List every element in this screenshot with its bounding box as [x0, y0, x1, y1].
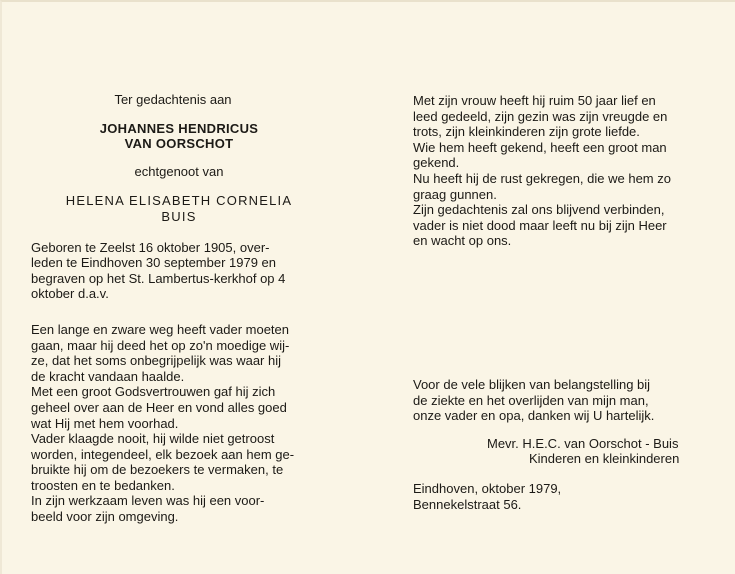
- text-line: In zijn werkzaam leven was hij een voor-: [31, 493, 265, 509]
- bio-line: oktober d.a.v.: [31, 286, 109, 302]
- right-column: [413, 93, 705, 512]
- text-line: troosten en te bedanken.: [31, 477, 175, 493]
- address: Bennekelstraat 56.: [413, 496, 522, 512]
- thanks-block: [413, 377, 705, 424]
- verse-line: Met zijn vrouw heeft hij ruim 50 jaar lief en: [413, 93, 656, 108]
- place-date-block: [413, 481, 705, 512]
- text-line: de kracht vandaan haalde.: [31, 368, 185, 384]
- bio-line: begraven op het St. Lambertus-kerkhof op 4: [31, 270, 286, 286]
- verse-line: gekend.: [413, 155, 460, 171]
- verse-line: Zijn gedachtenis zal ons blijvend verbinden,: [413, 202, 665, 218]
- deceased-name-line2: VAN OORSCHOT: [124, 136, 234, 152]
- place-date: Eindhoven, oktober 1979,: [413, 480, 562, 496]
- text-line: bruikte hij om de bezoekers te vermaken, te: [31, 462, 284, 478]
- thanks-line: de ziekte en het overlijden van mijn man,: [413, 392, 649, 408]
- text-line: worden, integendeel, elk bezoek aan hem ge-: [31, 446, 295, 462]
- verse-line: Nu heeft hij de rust gekregen, die we hem zo: [413, 170, 671, 186]
- deceased-name-line1: JOHANNES HENDRICUS: [99, 120, 259, 136]
- paragraph-example: [31, 493, 327, 524]
- paragraph-journey: [31, 322, 327, 384]
- bio-line: Geboren te Zeelst 16 oktober 1905, over-: [31, 239, 270, 255]
- signature-block: [413, 436, 705, 467]
- text-line: Met een groot Godsvertrouwen gaf hij zich: [31, 384, 276, 400]
- text-line: Vader klaagde nooit, hij wilde niet getroost: [31, 431, 275, 447]
- verse-block: [413, 93, 705, 249]
- verse-line: leed gedeeld, zijn gezin was zijn vreugde en: [413, 108, 668, 124]
- left-column: [31, 92, 327, 525]
- verse-line: Wie hem heeft gekend, heeft een groot man: [413, 139, 667, 155]
- bio-line: leden te Eindhoven 30 september 1979 en: [31, 255, 277, 271]
- text-line: geheel over aan de Heer en vond alles goed: [31, 399, 287, 415]
- spouse-name-line1: HELENA ELISABETH CORNELIA: [65, 193, 293, 209]
- thanks-line: Voor de vele blijken van belangstelling bij: [413, 376, 651, 392]
- verse-line: en wacht op ons.: [413, 233, 512, 249]
- paragraph-faith: [31, 384, 327, 431]
- verse-line: trots, zijn kleinkinderen zijn grote liefde.: [413, 124, 640, 140]
- text-line: ze, dat het soms onbegrijpelijk was waar hij: [31, 353, 282, 369]
- signature-family: Kinderen en kleinkinderen: [529, 451, 680, 467]
- spouse-intro: echtgenoot van: [134, 163, 224, 179]
- text-line: gaan, maar hij deed het op zo'n moedige wij-: [31, 337, 290, 353]
- text-line: beeld voor zijn omgeving.: [31, 509, 179, 525]
- signature-widow: Mevr. H.E.C. van Oorschot - Buis: [487, 435, 679, 451]
- verse-line: vader is niet dood maar leeft nu bij zijn Heer: [413, 217, 667, 233]
- text-line: Een lange en zware weg heeft vader moeten: [31, 321, 290, 337]
- thanks-line: onze vader en opa, danken wij U hartelijk.: [413, 408, 655, 424]
- paragraph-character: [31, 431, 327, 493]
- spouse-name-line2: BUIS: [161, 208, 197, 224]
- bio-paragraph: [31, 240, 327, 302]
- text-line: wat Hij met hem voorhad.: [31, 415, 179, 431]
- intro-text: Ter gedachtenis aan: [114, 92, 232, 107]
- verse-line: graag gunnen.: [413, 186, 497, 202]
